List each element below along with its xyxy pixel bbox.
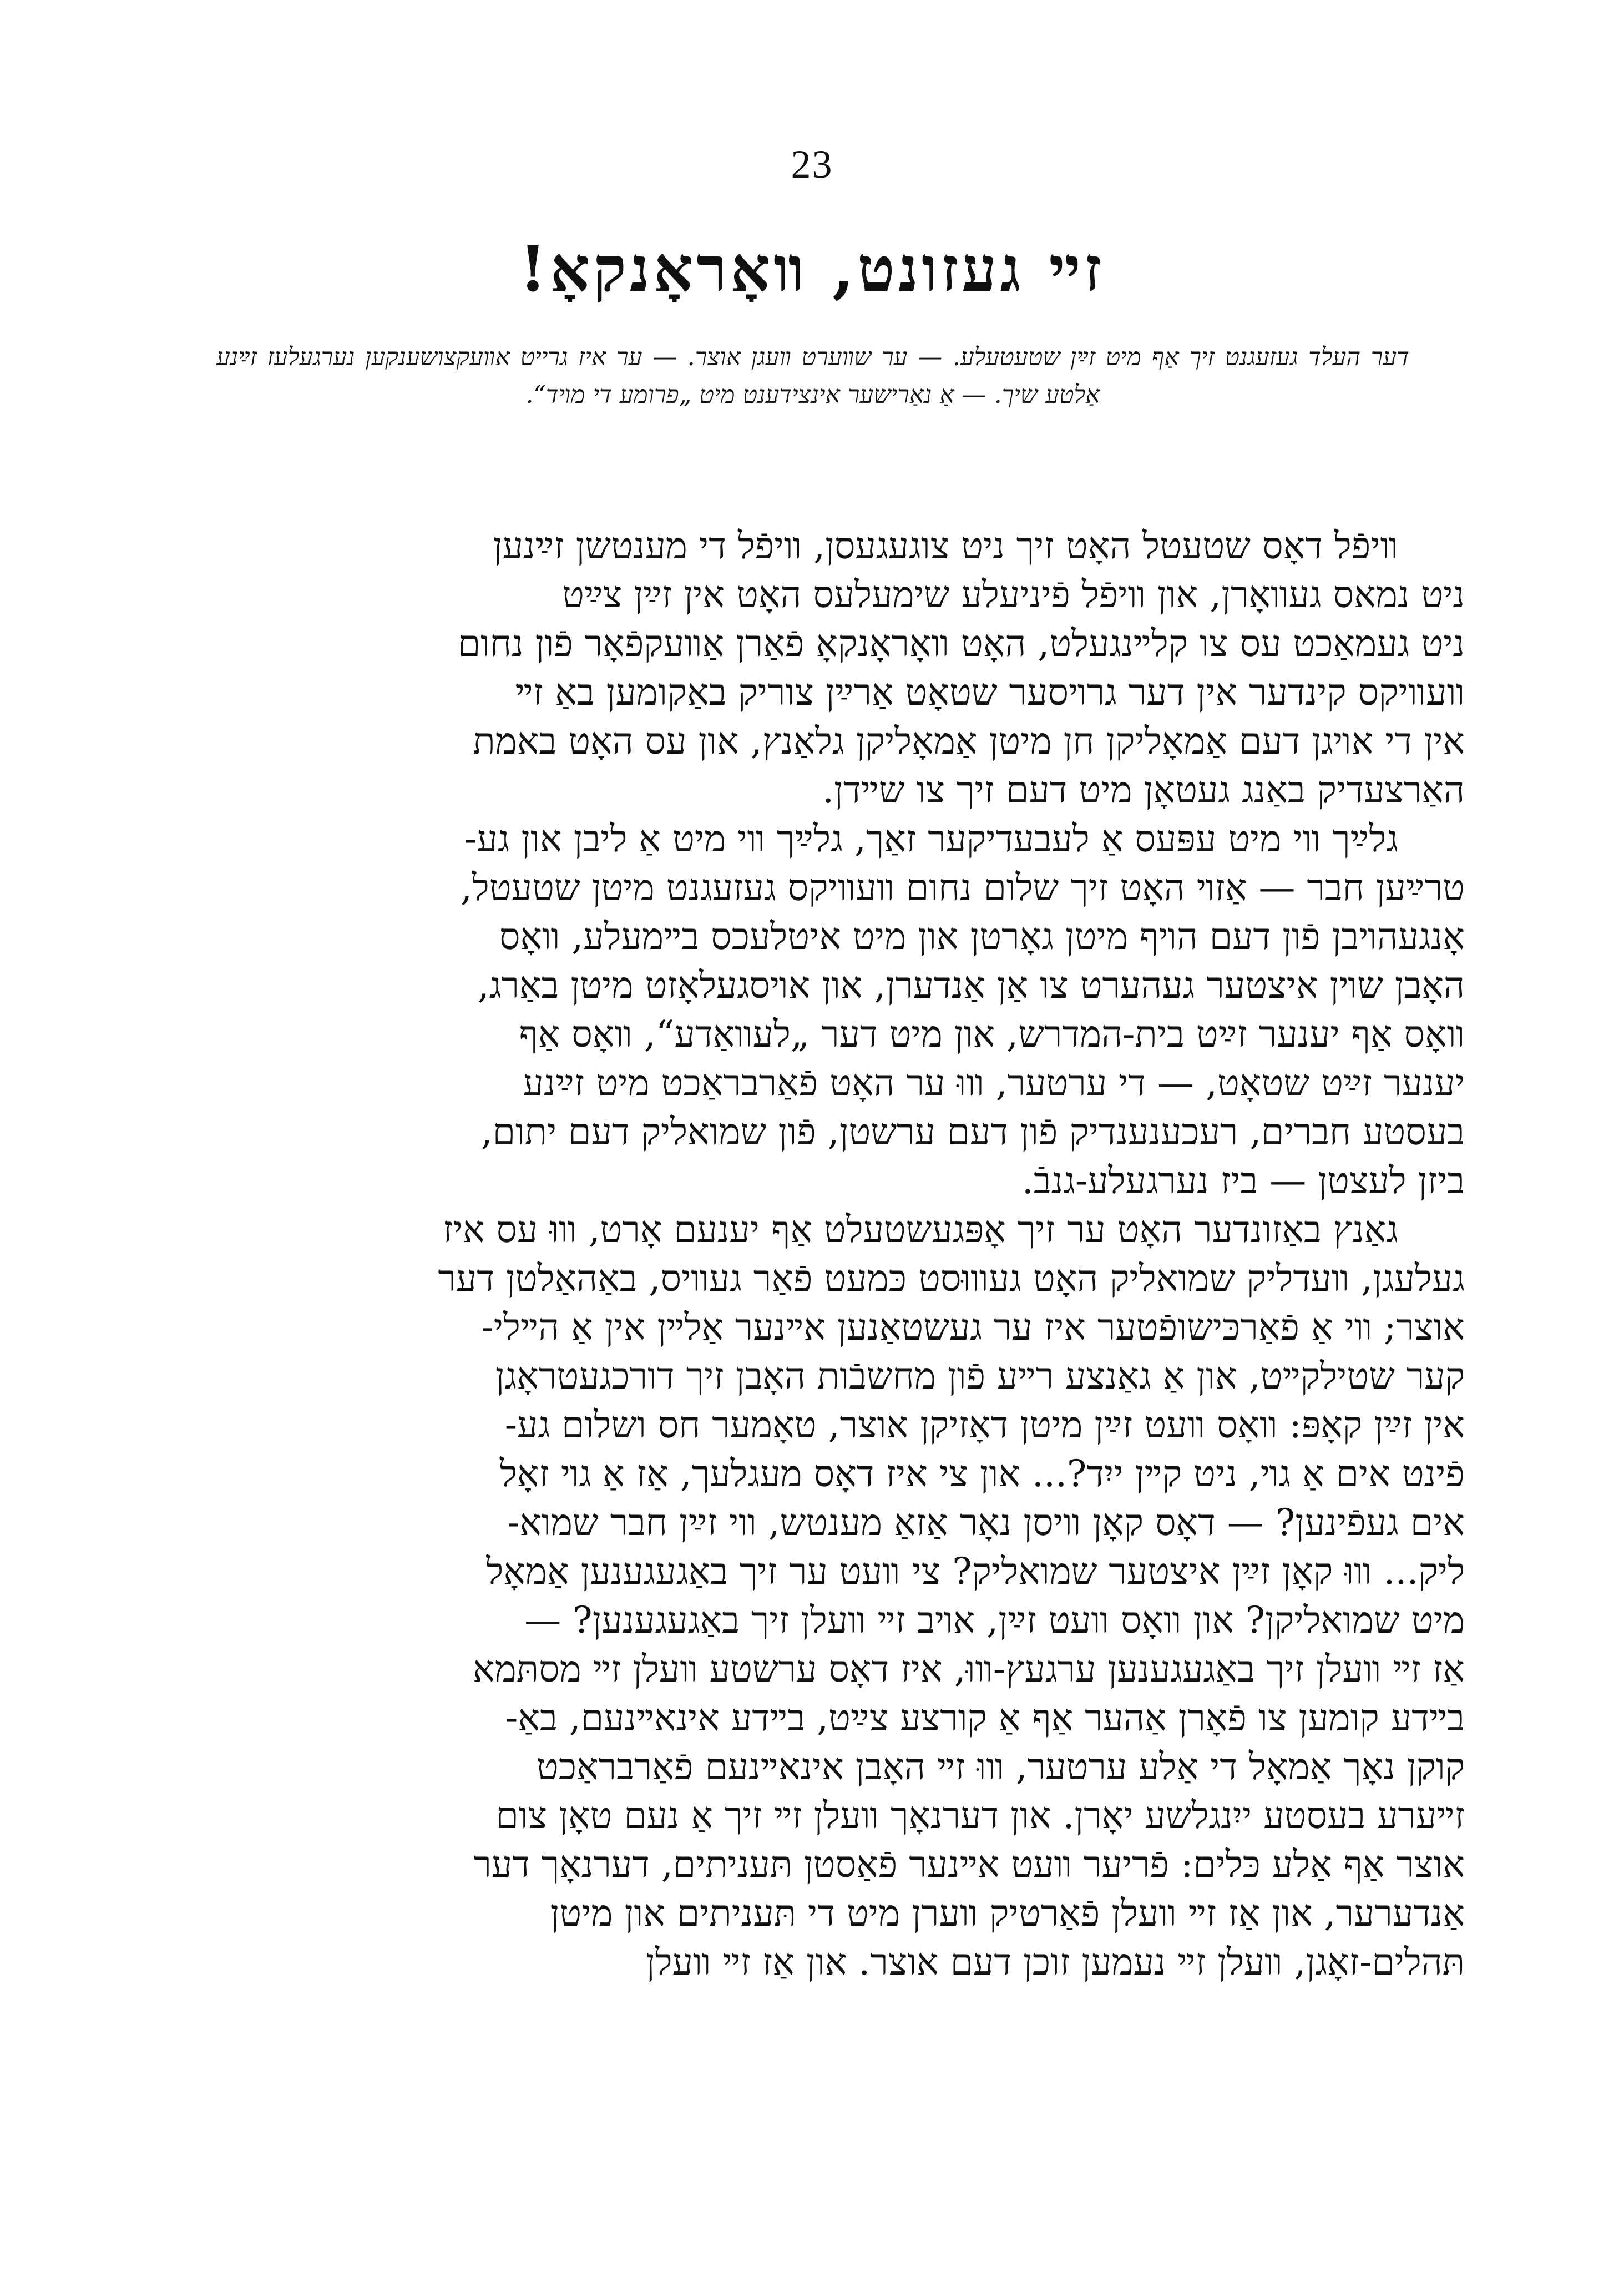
text-line: קוקן נאָך אַמאָל די אַלע ערטער, װוּ זײ האָבן אינאײנעם פֿאַרבראַכט — [536, 1745, 1465, 1788]
text-line: ניט געמאַכט עס צו קלײנגעלט, האָט װאָראָנקאָ פֿאַרן אַװעקפֿאָר פֿון נחום — [457, 622, 1465, 665]
text-line: ליק... װוּ קאָן זײַן איצטער שמואליק? צי װעט ער זיך באַגעגענען אַמאָל — [486, 1550, 1465, 1593]
text-line: אַנדערער, און אַז זײ װעלן פֿאַרטיק װערן מיט די תּעניתים און מיטן — [550, 1892, 1465, 1935]
text-line: קער שטילקײט, און אַ גאַנצע רײע פֿון מחשבֿות האָבן זיך דורכגעטראָגן — [495, 1355, 1465, 1397]
chapter-title: זײ געזונט, װאָראָנקאָ! — [519, 233, 1105, 306]
text-line: תּהלים-זאָגן, װעלן זײ נעמען זוכן דעם אוצר. און אַז זײ װעלן — [645, 1941, 1465, 1983]
body-text — [161, 522, 1465, 1987]
text-line: יענער זײַט שטאָט, — די ערטער, װוּ ער האָט פֿאַרבראַכט מיט זײַנע — [523, 1062, 1465, 1104]
text-line: גלײַך װי מיט עפּעס אַ לעבעדיקער זאַך, גלײַך װי מיט אַ ליבן און גע- — [464, 817, 1398, 860]
text-line: אַז זײ װעלן זיך באַגעגענען ערגעץ-װוּ, איז דאָס ערשטע װעלן זײ מסתּמא — [473, 1648, 1465, 1690]
text-line: אוצר; װי אַ פֿאַרכּישופֿטער איז ער געשטאַנען אײנער אַלײן אין אַ הײלי- — [481, 1306, 1465, 1349]
chapter-summary: דער העלד געזעגנט זיך אַף מיט זײַן שטעטעלע. — ער שװערט װעגן אוצר. — ער איז גרייט אװעקצושענקען נערגעלעז זײַנע אַלטע שיך. — אַ נאַרישער אינצידענט מיט „פרומע די מױד“. — [216, 343, 1409, 409]
text-line: ניט נמאס געװאָרן, און װיפֿל פֿיניעלע שימעלעס האָט אין זײַן צײַט — [562, 573, 1465, 616]
text-line: אין זײַן קאָפּ: װאָס װעט זײַן מיטן דאָזיקן אוצר, טאָמער חס ושלום גע- — [504, 1403, 1465, 1446]
text-line: בעסטע חברים, רעכענענדיק פֿון דעם ערשטן, פֿון שמואליק דעם יתום, — [480, 1110, 1465, 1153]
text-line: האָבן שױן איצטער געהערט צו אַן אַנדערן, און אױסגעלאָזט מיטן באַרג, — [477, 964, 1465, 1007]
text-line: טרײַען חבר — אַזױ האָט זיך שלום נחום װעװיקס געזעגנט מיטן שטעטל, — [460, 866, 1465, 909]
page-number: 23 — [791, 142, 833, 186]
text-line: װאָס אַף יענער זײַט בית-המדרש, און מיט דער „לעװאַדע“, װאָס אַף — [519, 1013, 1465, 1056]
text-line: אים געפֿינען? — דאָס קאָן װיסן נאָר אַזאַ מענטש, װי זײַן חבר שמוא- — [507, 1501, 1465, 1544]
text-line: אין די אױגן דעם אַמאָליקן חן מיטן אַמאָליקן גלאַנץ, און עס האָט באמת — [473, 720, 1465, 763]
text-line: פֿינט אים אַ גױ, ניט קײן ייִד?... און צי איז דאָס מעגלעך, אַז אַ גױ זאָל — [499, 1452, 1465, 1495]
text-line: אָנגעהױבן פֿון דעם הױף מיטן גאָרטן און מיט איטלעכס בײמעלע, װאָס — [499, 915, 1465, 958]
text-line: װיפֿל דאָס שטעטל האָט זיך ניט צוגעגעסן, װיפֿל די מענטשן זײַנען — [493, 524, 1398, 567]
text-line: אוצר אַף אַלע כּלים: פֿריער װעט אײנער פֿאַסטן תּעניתים, דערנאָך דער — [473, 1843, 1465, 1886]
text-line: מיט שמואליקן? און װאָס װעט זײַן, אױב זײ װעלן זיך באַגעגענען? — — [524, 1599, 1465, 1642]
text-line: ביזן לעצטן — ביז נערגעלע-גנבֿ. — [1021, 1159, 1465, 1202]
text-line: זײערע בעסטע ייִנגלשע יאָרן. און דערנאָך װעלן זײ זיך אַ נעם טאָן צום — [495, 1794, 1465, 1837]
text-line: בײדע קומען צו פֿאָרן אַהער אַף אַ קורצע צײַט, בײדע אינאײנעם, באַ- — [505, 1697, 1465, 1739]
text-line: געלעגן, װעדליק שמואליק האָט געװוּסט כּמעט פֿאַר געװיס, באַהאַלטן דער — [438, 1257, 1465, 1300]
text-line: האַרצעדיק באַנג געטאָן מיט דעם זיך צו שײדן. — [822, 769, 1465, 811]
text-line: גאַנץ באַזונדער האָט ער זיך אָפּגעשטעלט אַף יענעם אָרט, װוּ עס איז — [443, 1208, 1398, 1251]
text-line: װעװיקס קינדער אין דער גרױסער שטאָט אַרײַן צוריק באַקומען באַ זײ — [515, 671, 1465, 714]
